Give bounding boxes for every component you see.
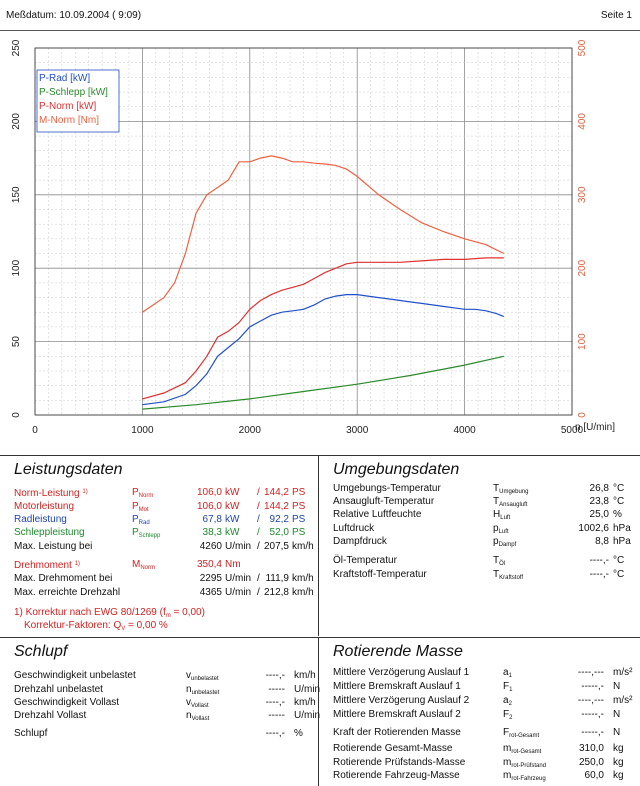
y-right-tick-label: 200	[577, 259, 588, 277]
series-line	[142, 156, 503, 312]
y-right-tick-label: 300	[577, 186, 588, 204]
y-left-tick-label: 100	[11, 259, 22, 277]
schlupf-row: Geschwindigkeit unbelastet $v_{unbelastet}$ ----,- km/h	[14, 670, 316, 682]
umgebung-section	[319, 455, 640, 636]
page-header	[0, 0, 640, 31]
rotierende-row: Rotierende Gesamt-Masse $m_{rot-Gesamt}$ 310,0 kg	[333, 743, 624, 755]
umgebung-row: Öl-Temperatur $T_{Öl}$ ----,- °C	[333, 555, 625, 567]
y-right-tick-label: 500	[577, 39, 588, 57]
x-tick-label: 5000	[560, 425, 584, 436]
x-tick-label: 3000	[346, 425, 369, 436]
leistung-row: Drehmoment $^{1)}$ $M_{Norm}$ 350,4 Nm	[14, 559, 241, 571]
schlupf-title: Schlupf	[14, 643, 68, 660]
leistung-row: Norm-Leistung $^{1)}$ $P_{Norm}$ 106,0 kW / 144,2 PS	[14, 487, 306, 499]
schlupf-row: Drehzahl Vollast $n_{Vollast}$ ----- U/min	[14, 710, 321, 722]
legend-entry: M-Norm [Nm]	[39, 115, 99, 126]
umgebung-row: Dampfdruck $p_{Dampf}$ 8,8 hPa	[333, 536, 631, 548]
y-left-tick-label: 0	[11, 412, 22, 418]
y-left-tick-label: 250	[11, 39, 22, 57]
rotierende-title: Rotierende Masse	[333, 643, 463, 660]
umgebung-row: Umgebungs-Temperatur $T_{Umgebung}$ 26,8 °C	[333, 483, 625, 495]
series-line	[142, 258, 503, 399]
umgebung-title: Umgebungsdaten	[333, 461, 460, 478]
rotierende-row: Mittlere Verzögerung Auslauf 1 $a_1$ ----,--- m/s²	[333, 667, 633, 679]
leistung-row: Max. Drehmoment bei 2295 U/min / 111,9 km/h	[14, 573, 314, 584]
rotierende-section	[319, 637, 640, 786]
leistung-title: Leistungsdaten	[14, 461, 123, 478]
y-left-tick-label: 150	[11, 186, 22, 204]
series-line	[142, 356, 503, 409]
leistung-section	[0, 455, 319, 636]
leistung-row: Schleppleistung $P_{Schlepp}$ 38,3 kW / 52,0 PS	[14, 527, 306, 539]
leistung-row: Max. Leistung bei 4260 U/min / 207,5 km/h	[14, 541, 314, 552]
legend-entry: P-Norm [kW]	[39, 101, 97, 112]
leistung-row: Motorleistung $P_{Mot}$ 106,0 kW / 144,2 PS	[14, 501, 306, 513]
measurement-date: Meßdatum: 10.09.2004 ( 9:09)	[6, 10, 142, 21]
leistung-row: Radleistung $P_{Rad}$ 67,8 kW / 92,2 PS	[14, 514, 306, 526]
y-left-tick-label: 50	[11, 336, 22, 348]
x-tick-label: 0	[32, 425, 38, 436]
y-left-tick-label: 200	[11, 113, 22, 130]
rotierende-row: Rotierende Prüfstands-Masse $m_{rot-Prüfstand}$ 250,0 kg	[333, 757, 624, 769]
umgebung-row: Relative Luftfeuchte $H_{Luft}$ 25,0 %	[333, 509, 622, 521]
dyno-chart	[0, 30, 640, 450]
rotierende-row: Mittlere Bremskraft Auslauf 2 $F_2$ -----,- N	[333, 709, 621, 721]
rotierende-row: Rotierende Fahrzeug-Masse $m_{rot-Fahrzeug}$ 60,0 kg	[333, 770, 624, 782]
schlupf-row: Schlupf ----,- %	[14, 728, 303, 739]
legend-entry: P-Schlepp [kW]	[39, 87, 108, 98]
schlupf-section	[0, 637, 319, 786]
schlupf-row: Geschwindigkeit Vollast $v_{Vollast}$ ----,- km/h	[14, 697, 316, 709]
y-right-tick-label: 400	[577, 113, 588, 130]
schlupf-row: Drehzahl unbelastet $n_{unbelastet}$ ----- U/min	[14, 684, 321, 696]
umgebung-row: Kraftstoff-Temperatur $T_{Kraftstoff}$ ----,- °C	[333, 569, 625, 581]
y-right-tick-label: 0	[577, 412, 588, 418]
legend-entry: P-Rad [kW]	[39, 73, 91, 84]
y-right-tick-label: 100	[577, 333, 588, 350]
umgebung-row: Luftdruck $p_{Luft}$ 1002,6 hPa	[333, 523, 631, 535]
leistung-row: Max. erreichte Drehzahl 4365 U/min / 212,8 km/h	[14, 587, 314, 598]
korrektur-factors: Korrektur-Faktoren: $Q_V = 0,00$ %	[24, 620, 168, 632]
rotierende-row: Kraft der Rotierenden Masse $F_{rot-Gesamt}$ -----,- N	[333, 727, 621, 739]
x-tick-label: 4000	[453, 425, 476, 436]
rotierende-row: Mittlere Bremskraft Auslauf 1 $F_1$ -----,- N	[333, 681, 621, 693]
x-axis-label: n [U/min]	[575, 422, 616, 433]
rotierende-row: Mittlere Verzögerung Auslauf 2 $a_2$ ----,--- m/s²	[333, 695, 633, 707]
korrektur-note: 1) Korrektur nach EWG 80/1269 $(f_m = 0,00)$	[14, 607, 205, 619]
x-tick-label: 2000	[238, 425, 261, 436]
x-tick-label: 1000	[131, 425, 154, 436]
umgebung-row: Ansaugluft-Temperatur $T_{Ansaugluft}$ 23,8 °C	[333, 496, 625, 508]
series-line	[142, 295, 503, 405]
page-number: Seite 1	[600, 10, 632, 21]
